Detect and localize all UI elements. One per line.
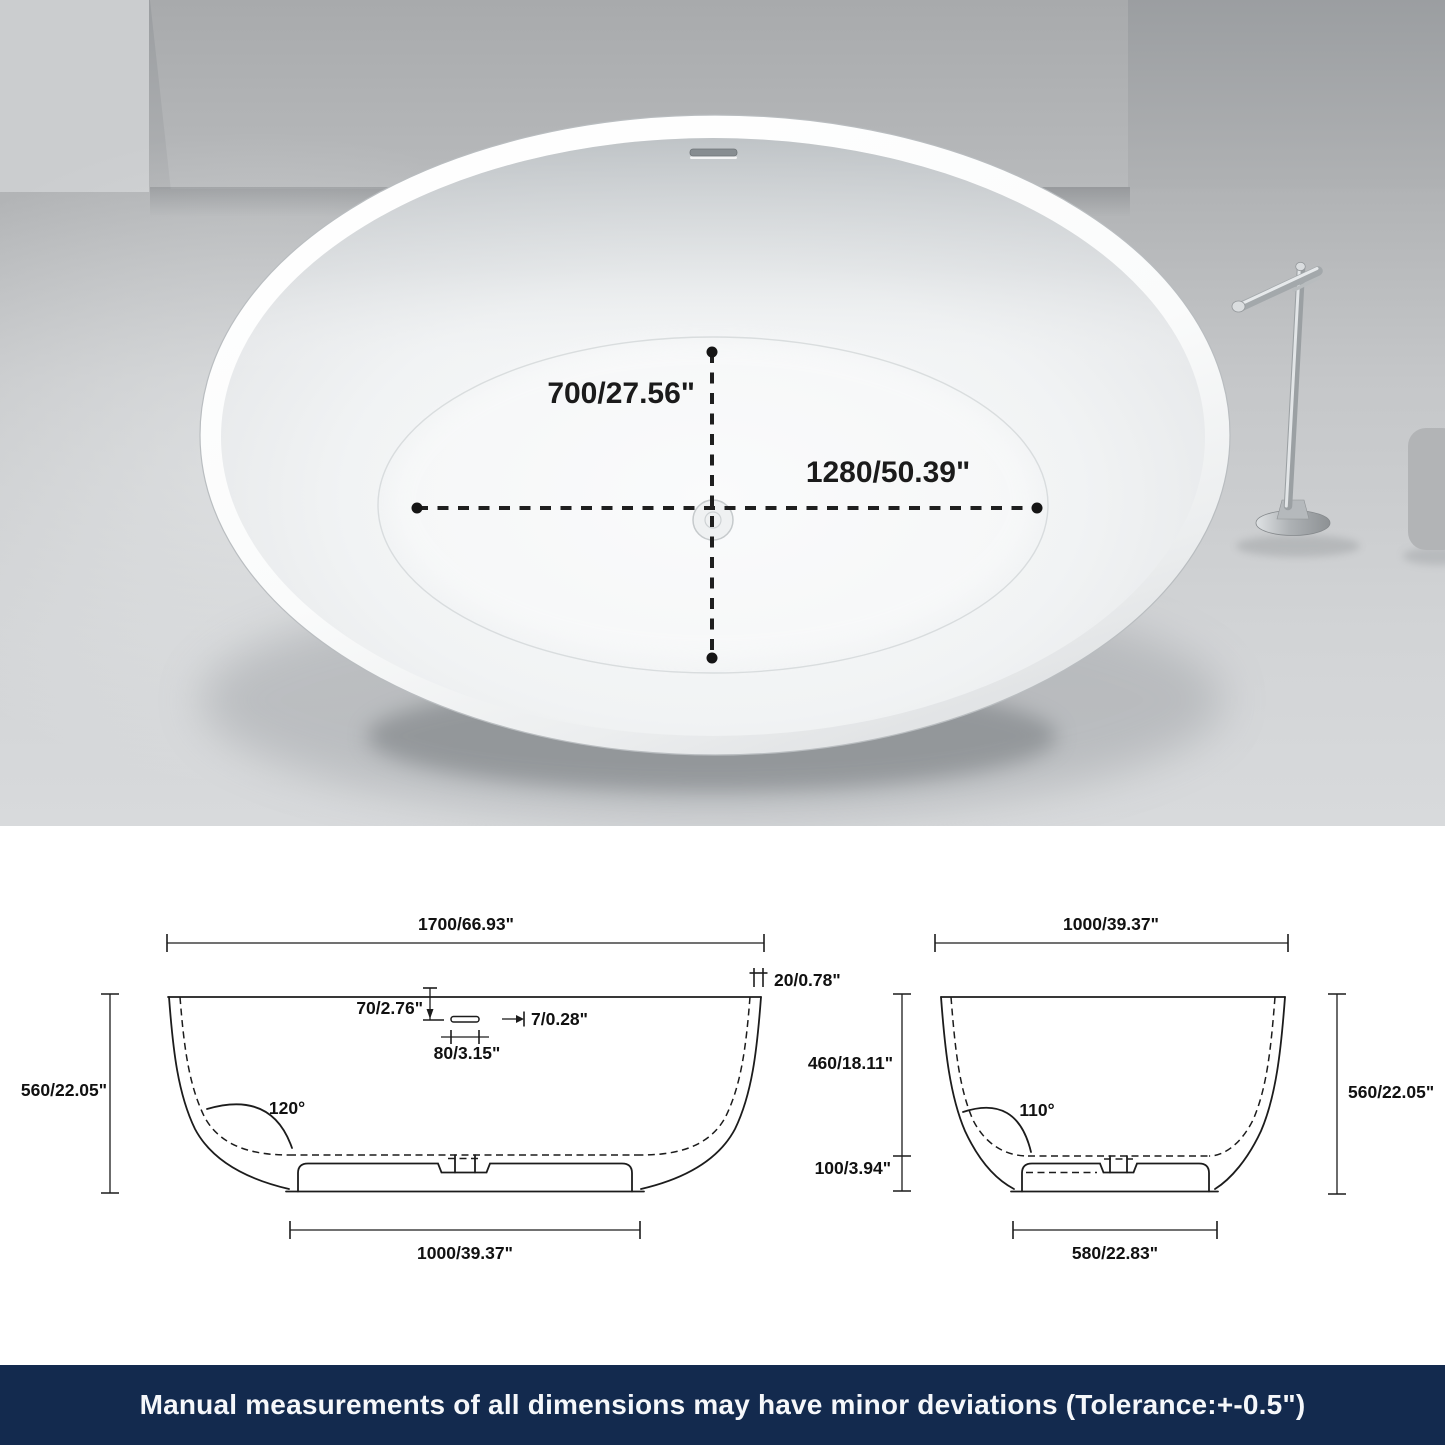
end-right-wall <box>1215 997 1285 1189</box>
faucet-spout-cap <box>1232 301 1245 312</box>
end-left-wall <box>941 997 1014 1189</box>
end-angle-label: 110° <box>1019 1100 1055 1120</box>
end-base-width-label: 580/22.83" <box>1071 1243 1159 1263</box>
side-object <box>1408 428 1445 550</box>
dim-dot <box>707 653 718 664</box>
end-height-label: 560/22.05" <box>1348 1082 1435 1102</box>
overflow-width-label: 80/3.15" <box>433 1043 501 1063</box>
rim-thickness-label: 20/0.78" <box>774 970 841 990</box>
depth-label: 700/27.56" <box>547 377 695 410</box>
overflow-height-label: 7/0.28" <box>531 1009 588 1029</box>
end-view-drawing <box>808 914 1434 1263</box>
overflow-slot <box>690 149 737 156</box>
side-base-width-label: 1000/39.37" <box>417 1243 513 1263</box>
side-left-wall <box>169 997 289 1189</box>
end-base-plinth <box>1022 1164 1209 1192</box>
rim-thickness-callout <box>750 968 841 990</box>
width-label: 1280/50.39" <box>805 456 971 489</box>
dim-dot <box>1032 503 1043 514</box>
footer <box>0 1365 1445 1445</box>
overflow-slot-symbol <box>451 1017 479 1023</box>
technical-drawings <box>0 826 1445 1365</box>
side-view-drawing <box>21 914 841 1263</box>
drawings-svg <box>0 826 1445 1365</box>
end-base-height-label: 100/3.94" <box>814 1158 891 1178</box>
overflow-slot-highlight <box>690 157 737 160</box>
faucet-shadow <box>1236 535 1360 557</box>
faucet-pole-cap <box>1296 262 1306 270</box>
side-base-plinth <box>298 1164 632 1192</box>
overflow-offset-label: 70/2.76" <box>356 998 423 1018</box>
arrow-down <box>427 1009 434 1019</box>
end-inner-wall-left <box>951 997 1028 1156</box>
overflow-detail <box>356 988 588 1063</box>
end-inner-depth-label: 460/18.11" <box>807 1053 893 1073</box>
side-height-label: 560/22.05" <box>20 1080 108 1100</box>
side-angle-label: 120° <box>268 1098 306 1118</box>
side-top-width-label: 1700/66.93" <box>418 914 514 934</box>
tolerance-note: Manual measurements of all dimensions may have minor deviations (Tolerance:+-0.5") <box>139 1389 1306 1420</box>
faucet-base-cone <box>1277 500 1309 519</box>
arrow-right <box>516 1015 524 1023</box>
end-inner-wall-right <box>1209 997 1275 1156</box>
side-right-wall <box>641 997 761 1189</box>
dim-dot <box>412 503 423 514</box>
end-top-width-label: 1000/39.37" <box>1063 914 1159 934</box>
dim-dot <box>707 347 718 358</box>
